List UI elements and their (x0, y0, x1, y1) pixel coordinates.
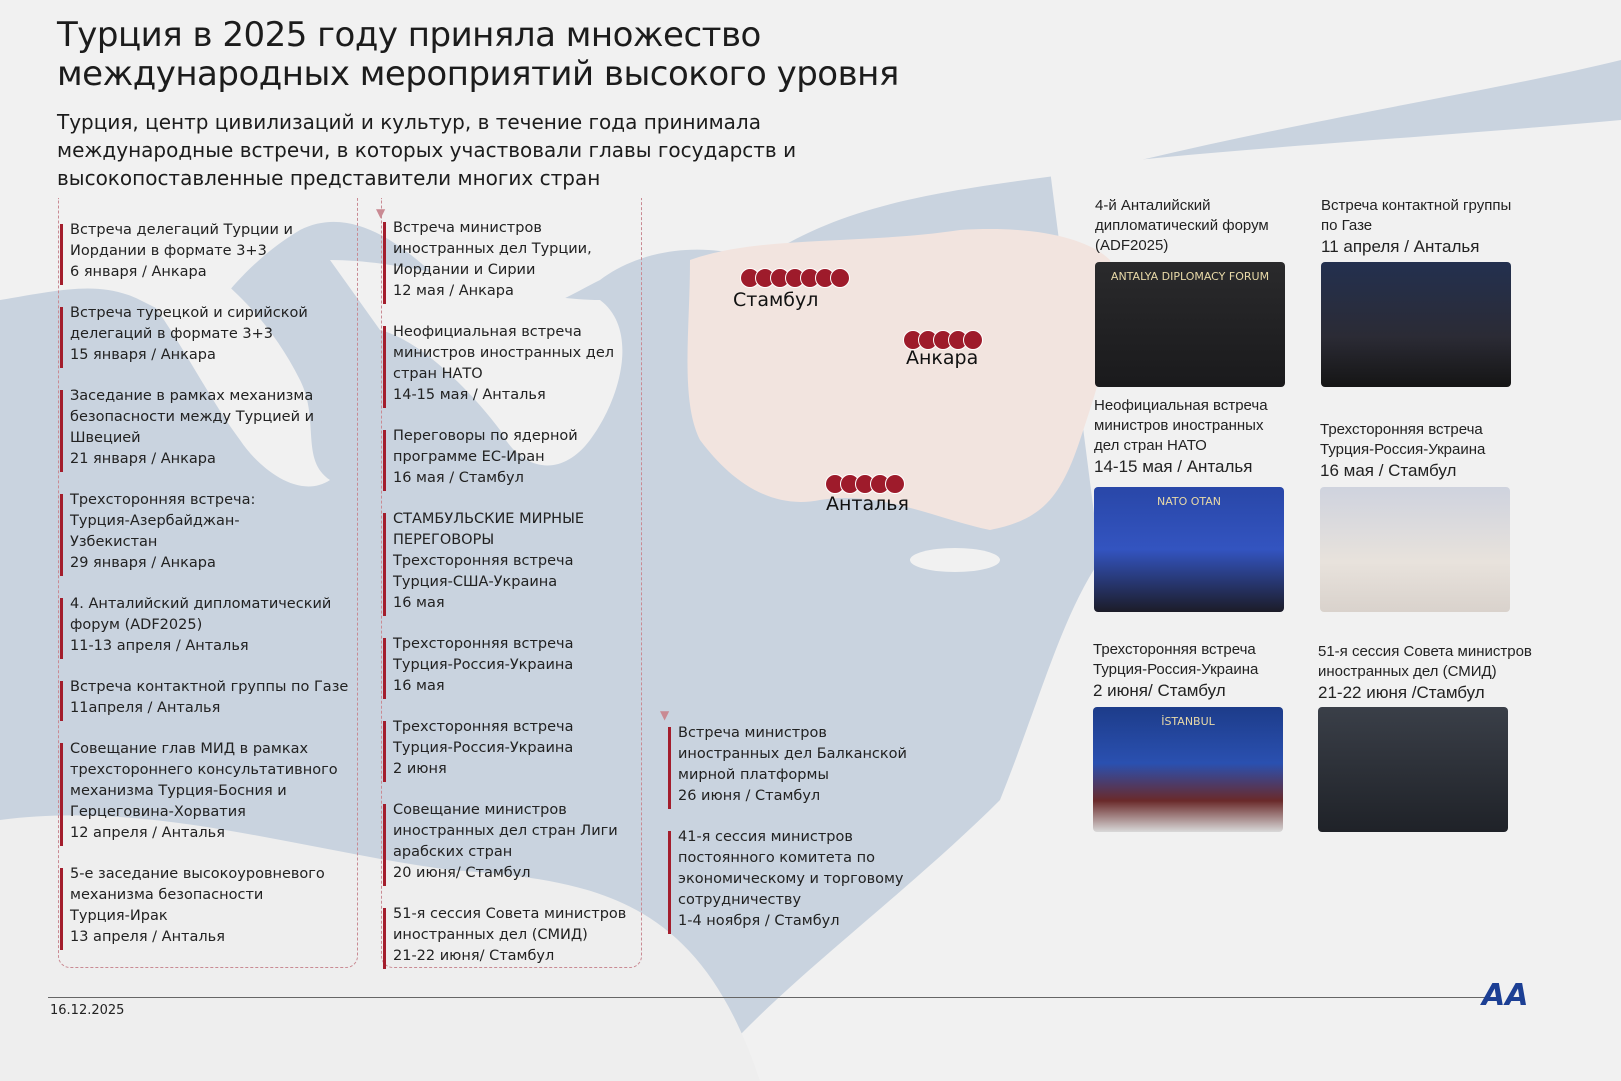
city-label-ankara: Анкара (906, 347, 979, 369)
event-dot (830, 268, 850, 288)
event-title-line: безопасности между Турцией и (70, 409, 315, 425)
photo-caption-line: (ADF2025) (1095, 237, 1169, 254)
event-title-line: Турция-Азербайджан- (70, 513, 240, 529)
event-item (383, 717, 638, 780)
event-item (60, 677, 355, 719)
event-item (668, 723, 928, 807)
photo-card (1093, 640, 1258, 701)
photo-card (1318, 642, 1532, 703)
event-item (60, 594, 355, 657)
event-date: 16 мая / Стамбул (393, 470, 524, 486)
event-photo (1320, 487, 1510, 612)
title-line: Турция в 2025 году приняла множество (57, 15, 761, 55)
event-title-line: Турция-США-Украина (393, 574, 558, 590)
event-title-line: Переговоры по ядерной (393, 428, 578, 444)
event-title-line: постоянного комитета по (678, 850, 875, 866)
event-title-line: 51-я сессия Совета министров (393, 906, 627, 922)
event-item (60, 303, 355, 366)
event-title-line: Заседание в рамках механизма (70, 388, 314, 404)
event-photo (1318, 707, 1508, 832)
event-date: 14-15 мая / Анталья (393, 387, 546, 403)
event-title-line: 41-я сессия министров (678, 829, 853, 845)
photo-date: 14-15 мая / Анталья (1094, 457, 1253, 476)
event-title-line: форум (ADF2025) (70, 617, 203, 633)
event-date: 11апреля / Анталья (70, 700, 221, 716)
event-title-line: экономическому и торговому (678, 871, 904, 887)
event-item (383, 509, 638, 614)
event-title-line: Герцеговина-Хорватия (70, 804, 246, 820)
event-item (60, 220, 355, 283)
event-title-line: Трехсторонняя встреча (393, 636, 574, 652)
event-item (383, 904, 638, 967)
event-title-line: Турция-Россия-Украина (393, 740, 574, 756)
event-item (60, 864, 355, 948)
footer-divider (48, 997, 1488, 998)
photo-date: 2 июня/ Стамбул (1093, 681, 1226, 700)
event-date: 16 мая (393, 678, 445, 694)
event-title-line: Неофициальная встреча (393, 324, 582, 340)
photo-caption-line: дел стран НАТО (1094, 437, 1207, 454)
event-item (383, 322, 638, 406)
photo-caption-line: 4-й Анталийский (1095, 197, 1211, 214)
event-date: 26 июня / Стамбул (678, 788, 821, 804)
event-title-line: трехстороннего консультативного (70, 762, 338, 778)
photo-caption-line: Встреча контактной группы (1321, 197, 1512, 214)
publish-date: 16.12.2025 (50, 1003, 125, 1018)
event-item (383, 426, 638, 489)
event-title-line: СТАМБУЛЬСКИЕ МИРНЫЕ (393, 511, 585, 527)
title-line: международных мероприятий высокого уровня (57, 54, 899, 94)
event-date: 20 июня/ Стамбул (393, 865, 531, 881)
event-date: 12 апреля / Анталья (70, 825, 225, 841)
event-date: 1-4 ноября / Стамбул (678, 913, 840, 929)
photo-caption-line: иностранных дел (СМИД) (1318, 663, 1497, 680)
event-title-line: Иордании в формате 3+3 (70, 243, 267, 259)
event-date: 11-13 апреля / Анталья (70, 638, 249, 654)
event-title-line: Турция-Ирак (70, 908, 168, 924)
event-title-line: иностранных дел стран Лиги (393, 823, 618, 839)
photo-date: 21-22 июня /Стамбул (1318, 683, 1485, 702)
photo-card (1095, 196, 1269, 256)
event-title-line: арабских стран (393, 844, 513, 860)
event-date: 29 января / Анкара (70, 555, 216, 571)
event-title-line: 4. Анталийский дипломатический (70, 596, 332, 612)
events-column-3 (668, 723, 928, 952)
event-photo (1094, 487, 1284, 612)
photo-caption-line: 51-я сессия Совета министров (1318, 643, 1532, 660)
city-label-istanbul: Стамбул (733, 289, 819, 311)
istanbul-event-dots (745, 268, 850, 288)
event-photo (1093, 707, 1283, 832)
photo-caption-line: дипломатический форум (1095, 217, 1269, 234)
event-dot (885, 474, 905, 494)
event-date: 15 января / Анкара (70, 347, 216, 363)
event-title-line: Совещание министров (393, 802, 567, 818)
event-title-line: Турция-Россия-Украина (393, 657, 574, 673)
photo-caption-line: министров иностранных (1094, 417, 1264, 434)
event-item (383, 634, 638, 697)
event-date: 6 января / Анкара (70, 264, 207, 280)
cyprus (910, 548, 1000, 572)
event-date: 21-22 июня/ Стамбул (393, 948, 555, 964)
page-subtitle: Турция, центр цивилизаций и культур, в течение года принимала международные встречи, в которых участвовали главы государств и высокопоставленные представители многих стран (57, 110, 797, 190)
event-title-line: Встреча министров (393, 220, 542, 236)
photo-caption-line: Турция-Россия-Украина (1093, 661, 1259, 678)
photo-card (1094, 396, 1268, 477)
event-title-line: программе ЕС-Иран (393, 449, 545, 465)
event-title-line: механизма Турция-Босния и (70, 783, 287, 799)
event-date: 13 апреля / Анталья (70, 929, 225, 945)
event-item (383, 218, 638, 302)
photo-card (1320, 420, 1485, 481)
event-date: 16 мая (393, 595, 445, 611)
event-title-line: Трехсторонняя встреча: (70, 492, 256, 508)
photo-caption-line: Турция-Россия-Украина (1320, 441, 1486, 458)
event-title-line: Трехсторонняя встреча (393, 719, 574, 735)
event-item (60, 739, 355, 844)
event-title-line: ПЕРЕГОВОРЫ (393, 532, 495, 548)
event-date: 21 января / Анкара (70, 451, 216, 467)
arrow-down-icon: ▼ (660, 708, 670, 722)
event-item (383, 800, 638, 884)
photo-text: NATO OTAN (1156, 495, 1222, 508)
event-photo (1095, 262, 1285, 387)
event-title-line: Узбекистан (70, 534, 158, 550)
photo-text: ANTALYA DIPLOMACY FORUM (1110, 270, 1270, 283)
photo-card (1321, 196, 1511, 257)
page-title (57, 16, 899, 94)
event-title-line: Трехсторонняя встреча (393, 553, 574, 569)
event-title-line: стран НАТО (393, 366, 483, 382)
event-item (668, 827, 928, 932)
arrow-down-icon: ▼ (376, 206, 386, 220)
photo-caption-line: Неофициальная встреча (1094, 397, 1268, 414)
event-item (60, 386, 355, 470)
event-title-line: иностранных дел (СМИД) (393, 927, 588, 943)
antalya-event-dots (830, 474, 905, 494)
event-title-line: сотрудничеству (678, 892, 802, 908)
photo-text: İSTANBUL (1161, 715, 1215, 728)
aa-logo: AA (1482, 978, 1529, 1013)
event-date: 12 мая / Анкара (393, 283, 514, 299)
event-title-line: Встреча делегаций Турции и (70, 222, 293, 238)
event-title-line: иностранных дел Балканской (678, 746, 907, 762)
photo-date: 11 апреля / Анталья (1321, 237, 1480, 256)
photo-caption-line: Трехсторонняя встреча (1093, 641, 1256, 658)
event-title-line: Совещание глав МИД в рамках (70, 741, 309, 757)
events-column-1 (60, 220, 355, 968)
event-title-line: Швецией (70, 430, 141, 446)
photo-date: 16 мая / Стамбул (1320, 461, 1457, 480)
photo-caption-line: по Газе (1321, 217, 1373, 234)
event-title-line: делегаций в формате 3+3 (70, 326, 273, 342)
event-date: 2 июня (393, 761, 447, 777)
event-item (60, 490, 355, 574)
events-column-2 (383, 218, 638, 987)
event-photo (1321, 262, 1511, 387)
event-title-line: механизма безопасности (70, 887, 264, 903)
event-title-line: Встреча министров (678, 725, 827, 741)
city-label-antalya: Анталья (826, 493, 909, 515)
event-title-line: Иордании и Сирии (393, 262, 536, 278)
event-title-line: 5-е заседание высокоуровневого (70, 866, 325, 882)
event-title-line: министров иностранных дел (393, 345, 615, 361)
event-title-line: иностранных дел Турции, (393, 241, 592, 257)
event-title-line: Встреча турецкой и сирийской (70, 305, 308, 321)
event-title-line: мирной платформы (678, 767, 829, 783)
photo-caption-line: Трехсторонняя встреча (1320, 421, 1483, 438)
event-title-line: Встреча контактной группы по Газе (70, 679, 349, 695)
